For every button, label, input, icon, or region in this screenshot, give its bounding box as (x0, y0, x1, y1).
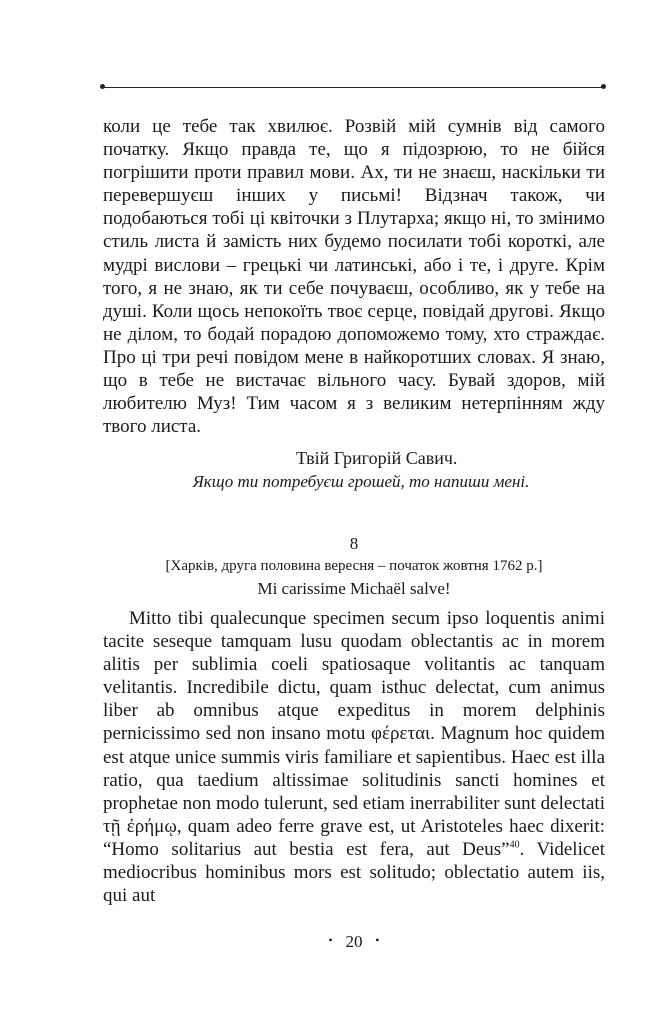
letter-date: [Харків, друга половина вересня – початок жовтня 1762 р.] (165, 558, 543, 574)
letter-1-signature: Твій Григорій Савич. (296, 448, 458, 468)
footer-bullet-right: • (375, 933, 380, 947)
page-footer (103, 932, 605, 952)
letter-1-postscript: Якщо ти потребуєш грошей, то напиши мені. (192, 472, 530, 491)
letter-1-closing (103, 447, 605, 493)
header-rule-dot-left (100, 84, 105, 89)
page-number: 20 (345, 932, 363, 951)
header-rule (103, 87, 605, 88)
letter-1-body (103, 115, 605, 438)
footer-bullet-left: • (328, 933, 333, 947)
letter-2-paragraph (103, 607, 605, 907)
letter-2-text: Mitto tibi qualecunque specimen secum ipso loquentis animi tacite seseque tamquam lusu quodam oblectantis ac in morem alitis per sublimia coeli spatiosaque volitantis ac tanquam velitantis. Incredibile dictu, quam isthuc delectat, cum animus liber ab omnibus atque expeditus in morem delphinis pernicissimo sed non insano motu φέρεται. Magnum hoc quidem est atque unice summis viris familiare et sapientibus. Haec est illa ratio, qua taedium altissimae solitudinis sancti homines et prophetae non modo tulerunt, sed etiam inerrabiliter sunt delectati τῇ ἐρήμῳ, quam adeo ferre grave est, ut Aristoteles haec dixerit: “Homo solitarius aut bestia est fera, aut Deus” (103, 608, 605, 860)
letter-greeting: Mi carissime Michaël salve! (257, 579, 451, 598)
footnote-reference: 40 (509, 839, 520, 851)
letter-number: 8 (349, 534, 359, 553)
header-rule-dot-right (601, 84, 606, 89)
letter-2-text-continued: . Videlicet mediocribus hominibus mors est solitudo; oblectatio autem iis, qui aut (103, 838, 605, 907)
letter-1-paragraph: коли це тебе так хвилює. Розвій мій сумнів від самого початку. Якщо правда те, що я підозрюю, то не бійся погрішити проти правил мови. Ах, ти не знаєш, наскільки ти перевершуєш інших у письмі! Відзнач також, чи подобаються тобі ці квіточки з Плутарха; якщо ні, то змінимо стиль листа й замість них будемо посилати тобі короткі, але мудрі вислови – грецькі чи латинські, або і те, і друге. Крім того, я не знаю, як ти себе почуваєш, особливо, як у тебе на душі. Коли щось непокоїть твоє серце, повідай другові. Якщо не ділом, то бодай порадою допоможемо тому, хто страждає. Про ці три речі повідом мене в найкоротших словах. Я знаю, що в тебе не вистачає вільного часу. Бувай здоров, мій любителю Муз! Тим часом я з великим нетерпінням жду твого листа. (103, 116, 605, 438)
letter-2-body (103, 607, 605, 907)
